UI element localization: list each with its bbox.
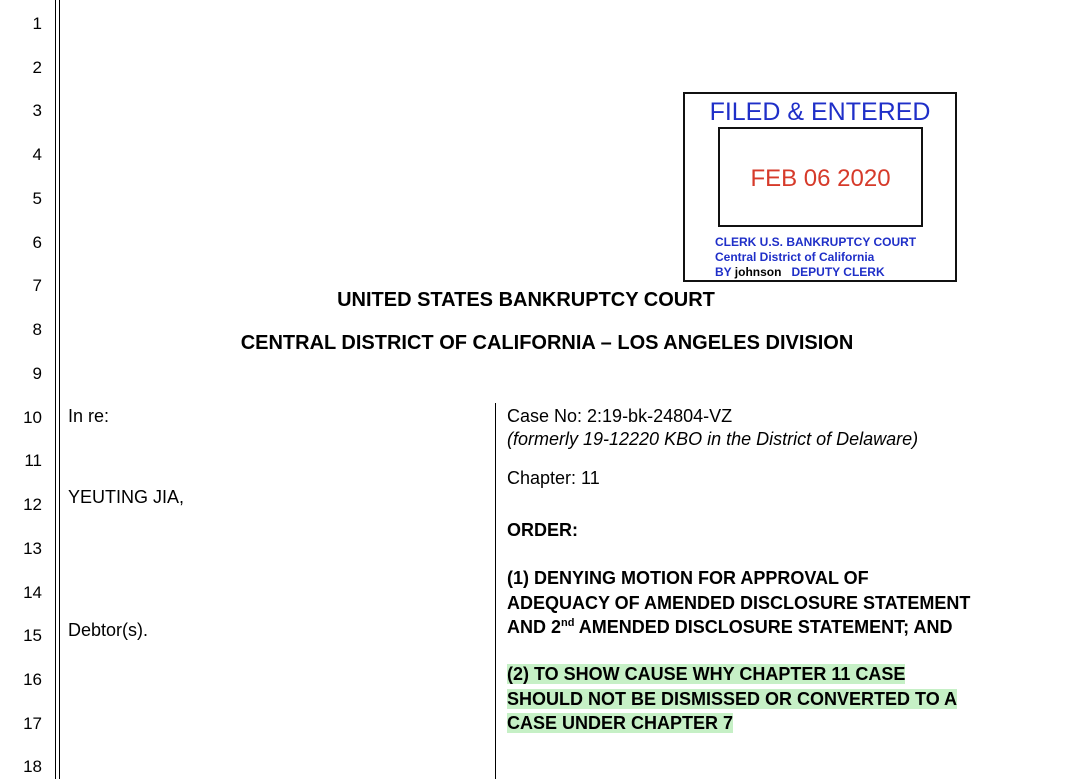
margin-rule-right (59, 0, 60, 779)
order-item-1-line-3 (507, 615, 970, 640)
line-number: 13 (23, 539, 42, 558)
line-number: 8 (32, 320, 42, 339)
stamp-clerk-line: CLERK U.S. BANKRUPTCY COURT (715, 235, 917, 249)
line-number: 7 (32, 276, 42, 295)
line-number: 9 (32, 364, 42, 383)
line-number: 4 (32, 145, 42, 164)
order-item-2-line-1: (2) TO SHOW CAUSE WHY CHAPTER 11 CASE (507, 664, 906, 684)
line-number: 11 (24, 451, 42, 470)
line-number: 10 (23, 408, 42, 427)
stamp-clerk-name: johnson (734, 265, 782, 279)
stamp-by-line (715, 265, 885, 280)
in-re-label: In re: (68, 406, 110, 426)
ordinal-suffix: nd (561, 617, 575, 629)
court-district: CENTRAL DISTRICT OF CALIFORNIA – LOS ANGELES DIVISION (240, 332, 854, 354)
order-item-2-line-3: CASE UNDER CHAPTER 7 (507, 713, 734, 733)
line-number: 1 (32, 14, 42, 33)
stamp-date-box (718, 127, 923, 227)
formerly-case-note: (formerly 19-12220 KBO in the District of Delaware) (507, 429, 919, 449)
margin-rule-left (55, 0, 56, 779)
line-number: 12 (23, 495, 42, 514)
order-item-2 (507, 662, 957, 736)
order-label: ORDER: (507, 520, 578, 540)
line-number: 2 (32, 58, 42, 77)
order-item-1-line-3-post: AMENDED DISCLOSURE STATEMENT; AND (574, 617, 953, 637)
line-number: 6 (32, 233, 42, 252)
court-name: UNITED STATES BANKRUPTCY COURT (337, 289, 715, 311)
debtor-label: Debtor(s). (68, 620, 149, 640)
order-item-1-line-2: ADEQUACY OF AMENDED DISCLOSURE STATEMENT (507, 592, 971, 613)
filed-entered-stamp (683, 92, 957, 282)
stamp-by-prefix: BY (715, 265, 732, 279)
order-item-1-line-1: (1) DENYING MOTION FOR APPROVAL OF (507, 568, 869, 588)
line-number: 17 (23, 714, 42, 733)
order-item-2-line-2: SHOULD NOT BE DISMISSED OR CONVERTED TO A (507, 688, 958, 709)
line-number: 15 (23, 626, 42, 645)
order-item-1-line-3-pre: AND 2 (507, 617, 562, 637)
stamp-date: FEB 06 2020 (750, 165, 891, 192)
line-number: 14 (23, 583, 42, 602)
stamp-district-line: Central District of California (715, 250, 875, 264)
line-number: 5 (32, 189, 42, 208)
order-item-1 (507, 566, 970, 640)
chapter-label: Chapter: 11 (507, 468, 600, 488)
line-number: 18 (23, 757, 42, 776)
caption-divider (495, 403, 496, 779)
line-number: 3 (32, 101, 42, 120)
case-number: Case No: 2:19-bk-24804-VZ (507, 406, 733, 426)
debtor-name: YEUTING JIA, (68, 487, 185, 507)
line-number: 16 (23, 670, 42, 689)
stamp-by-suffix: DEPUTY CLERK (791, 265, 885, 279)
stamp-title: FILED & ENTERED (709, 98, 931, 126)
